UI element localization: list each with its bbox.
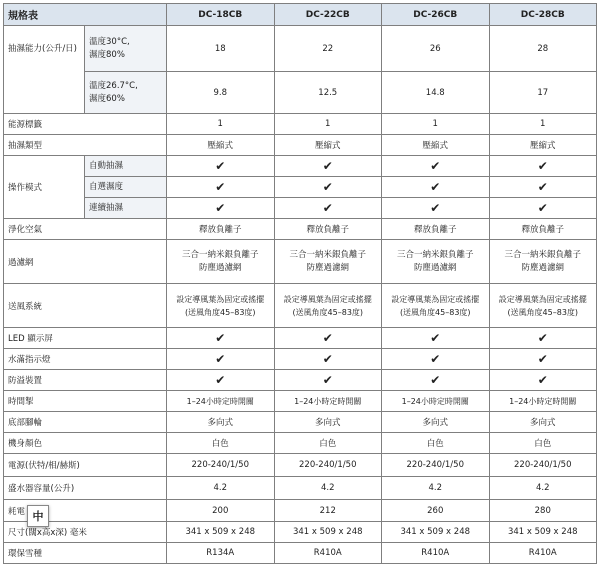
table-cell: 28 [489, 26, 597, 72]
table-cell: 白色 [167, 433, 275, 454]
table-cell: 1 [274, 114, 382, 135]
table-cell: 220-240/1/50 [489, 454, 597, 477]
table-cell: 4.2 [489, 477, 597, 500]
row-label: 尺寸(闊x高x深) 毫米 [4, 522, 167, 543]
table-cell: 多向式 [382, 412, 490, 433]
mode-label: 自選濕度 [85, 177, 167, 198]
row-label: 時間掣 [4, 391, 167, 412]
row-label: 防溢裝置 [4, 370, 167, 391]
table-cell: 三合一納米銀負離子 防塵過濾網 [489, 240, 597, 284]
table-cell: 4.2 [167, 477, 275, 500]
check-icon: ✔ [489, 177, 597, 198]
table-cell: 4.2 [382, 477, 490, 500]
table-cell: 多向式 [274, 412, 382, 433]
check-icon: ✔ [382, 198, 490, 219]
table-cell: 212 [274, 500, 382, 522]
table-cell: 多向式 [167, 412, 275, 433]
check-icon: ✔ [167, 328, 275, 349]
row-label: 盛水器容量(公升) [4, 477, 167, 500]
row-label: 抽濕能力(公升/日) [4, 26, 85, 114]
table-cell: 釋放負離子 [382, 219, 490, 240]
check-icon: ✔ [382, 370, 490, 391]
row-label: 過濾網 [4, 240, 167, 284]
check-icon: ✔ [274, 156, 382, 177]
check-icon: ✔ [489, 198, 597, 219]
condition-label: 溫度26.7°C, 濕度60% [85, 72, 167, 114]
row-label: 耗電 [4, 500, 167, 522]
table-cell: 9.8 [167, 72, 275, 114]
table-cell: 220-240/1/50 [382, 454, 490, 477]
table-cell: 釋放負離子 [274, 219, 382, 240]
table-cell: 26 [382, 26, 490, 72]
table-cell: 白色 [489, 433, 597, 454]
row-label: 環保雪種 [4, 543, 167, 564]
table-cell: 壓縮式 [382, 135, 490, 156]
check-icon: ✔ [167, 177, 275, 198]
check-icon: ✔ [382, 328, 490, 349]
table-cell: 1 [167, 114, 275, 135]
table-cell: R410A [274, 543, 382, 564]
row-label: 電源(伏特/相/赫斯) [4, 454, 167, 477]
check-icon: ✔ [274, 177, 382, 198]
check-icon: ✔ [274, 349, 382, 370]
row-label: 機身顏色 [4, 433, 167, 454]
table-cell: 三合一納米銀負離子 防塵過濾網 [382, 240, 490, 284]
condition-label: 溫度30°C, 濕度80% [85, 26, 167, 72]
table-cell: R134A [167, 543, 275, 564]
row-label: 底部腳輪 [4, 412, 167, 433]
row-label: 水滿指示燈 [4, 349, 167, 370]
table-cell: 三合一納米銀負離子 防塵過濾網 [274, 240, 382, 284]
check-icon: ✔ [489, 370, 597, 391]
model-header: DC-18CB [167, 4, 275, 26]
table-cell: 1 [489, 114, 597, 135]
check-icon: ✔ [489, 328, 597, 349]
table-cell: 4.2 [274, 477, 382, 500]
check-icon: ✔ [167, 198, 275, 219]
check-icon: ✔ [382, 177, 490, 198]
table-cell: 1 [382, 114, 490, 135]
table-cell: 12.5 [274, 72, 382, 114]
model-header: DC-26CB [382, 4, 490, 26]
table-cell: 341 x 509 x 248 [382, 522, 490, 543]
check-icon: ✔ [274, 328, 382, 349]
table-cell: 壓縮式 [489, 135, 597, 156]
table-cell: 341 x 509 x 248 [167, 522, 275, 543]
check-icon: ✔ [489, 156, 597, 177]
table-cell: 18 [167, 26, 275, 72]
check-icon: ✔ [489, 349, 597, 370]
table-cell: 280 [489, 500, 597, 522]
table-cell: 17 [489, 72, 597, 114]
table-cell: 14.8 [382, 72, 490, 114]
table-cell: 1–24小時定時開關 [274, 391, 382, 412]
check-icon: ✔ [382, 349, 490, 370]
check-icon: ✔ [274, 370, 382, 391]
table-cell: 壓縮式 [167, 135, 275, 156]
table-cell: 220-240/1/50 [274, 454, 382, 477]
table-cell: 白色 [274, 433, 382, 454]
row-label: 能源標籤 [4, 114, 167, 135]
table-cell: 設定導風葉為固定或搖擺 (送風角度45–83度) [489, 284, 597, 328]
table-cell: 壓縮式 [274, 135, 382, 156]
table-cell: 22 [274, 26, 382, 72]
row-label: 淨化空氣 [4, 219, 167, 240]
mode-label: 連續抽濕 [85, 198, 167, 219]
ime-language-badge[interactable]: 中 [27, 505, 49, 527]
table-cell: 釋放負離子 [489, 219, 597, 240]
mode-label: 自動抽濕 [85, 156, 167, 177]
spec-table [3, 3, 597, 564]
table-cell: 200 [167, 500, 275, 522]
table-cell: 設定導風葉為固定或搖擺 (送風角度45–83度) [167, 284, 275, 328]
table-cell: 三合一納米銀負離子 防塵過濾網 [167, 240, 275, 284]
table-cell: 1–24小時定時開關 [167, 391, 275, 412]
table-cell: 設定導風葉為固定或搖擺 (送風角度45–83度) [274, 284, 382, 328]
check-icon: ✔ [274, 198, 382, 219]
check-icon: ✔ [167, 349, 275, 370]
table-cell: R410A [382, 543, 490, 564]
table-cell: 1–24小時定時開關 [382, 391, 490, 412]
table-cell: R410A [489, 543, 597, 564]
table-cell: 設定導風葉為固定或搖擺 (送風角度45–83度) [382, 284, 490, 328]
check-icon: ✔ [382, 156, 490, 177]
table-cell: 釋放負離子 [167, 219, 275, 240]
check-icon: ✔ [167, 370, 275, 391]
table-cell: 341 x 509 x 248 [274, 522, 382, 543]
table-cell: 1–24小時定時開關 [489, 391, 597, 412]
table-cell: 341 x 509 x 248 [489, 522, 597, 543]
table-cell: 260 [382, 500, 490, 522]
row-label: 操作模式 [4, 156, 85, 219]
check-icon: ✔ [167, 156, 275, 177]
row-label: LED 顯示屏 [4, 328, 167, 349]
model-header: DC-22CB [274, 4, 382, 26]
table-cell: 白色 [382, 433, 490, 454]
row-label: 送風系統 [4, 284, 167, 328]
table-title: 規格表 [4, 4, 167, 26]
table-cell: 220-240/1/50 [167, 454, 275, 477]
table-cell: 多向式 [489, 412, 597, 433]
model-header: DC-28CB [489, 4, 597, 26]
row-label: 抽濕類型 [4, 135, 167, 156]
